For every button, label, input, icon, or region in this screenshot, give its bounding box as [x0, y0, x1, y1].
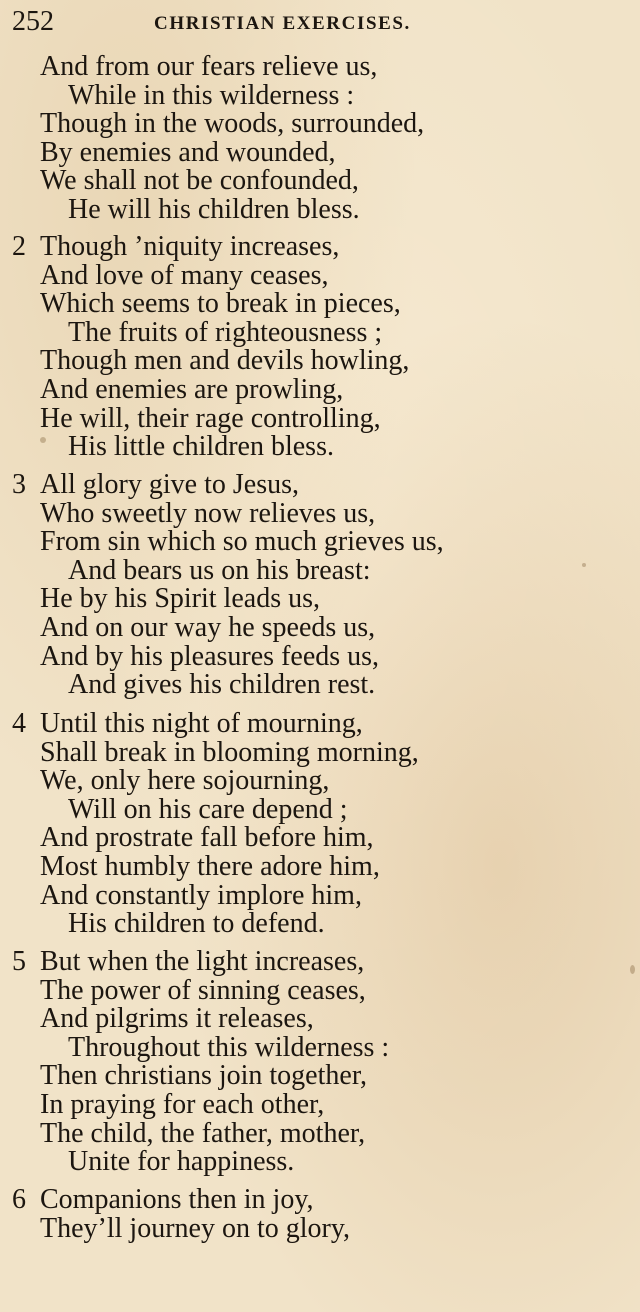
verse-line: All glory give to Jesus, — [40, 469, 299, 500]
verse-line: And enemies are prowling, — [40, 374, 344, 405]
verse-line: And from our fears relieve us, — [40, 51, 378, 82]
verse-line: Though men and devils howling, — [40, 345, 410, 377]
page-number: 252 — [12, 6, 54, 37]
paper-speck — [630, 965, 635, 974]
verse-line: And gives his children rest. — [68, 669, 376, 701]
verse-number: 5 — [12, 946, 26, 977]
verse-line: Who sweetly now relieves us, — [40, 497, 376, 529]
paper-speck — [582, 563, 586, 567]
verse-line: Until this night of mourning, — [40, 708, 363, 739]
verse-line: His children to defend. — [68, 908, 325, 940]
verse-line: Companions then in joy, — [40, 1184, 314, 1215]
verse-line: Shall break in blooming morning, — [40, 736, 419, 768]
verse-line: While in this wilderness : — [68, 79, 355, 111]
verse-line: Unite for happiness. — [68, 1146, 295, 1178]
verse-line: Most humbly there adore him, — [40, 851, 380, 882]
verse-line: But when the light increases, — [40, 946, 365, 977]
page-header — [12, 6, 492, 38]
verse-line: He by his Spirit leads us, — [40, 583, 320, 615]
verse-line: Will on his care depend ; — [68, 793, 348, 825]
verse-line: We, only here sojourning, — [40, 765, 330, 797]
verse-line: Though in the woods, surrounded, — [40, 108, 425, 140]
verse-number: 6 — [12, 1184, 26, 1215]
verse-line: Then christians join together, — [40, 1060, 368, 1092]
verse-line: Though ’niquity increases, — [40, 231, 340, 262]
verse-line: They’ll journey on to glory, — [40, 1212, 351, 1244]
verse-line: He will, their rage controlling, — [40, 402, 381, 434]
verse-line: He will his children bless. — [68, 194, 360, 225]
running-head: CHRISTIAN EXERCISES. — [154, 13, 411, 34]
verse-line: And by his pleasures feeds us, — [40, 640, 380, 672]
verse-line: In praying for each other, — [40, 1089, 325, 1120]
verse-line: The fruits of righteousness ; — [68, 316, 383, 348]
paper-speck — [40, 437, 46, 443]
verse-line: And pilgrims it releases, — [40, 1003, 314, 1035]
verse-line: And love of many ceases, — [40, 259, 329, 291]
verse-line: His little children bless. — [68, 431, 334, 463]
verse-line: And constantly implore him, — [40, 879, 362, 911]
verse-line: The power of sinning ceases, — [40, 974, 366, 1006]
verse-number: 3 — [12, 469, 26, 500]
verse-number: 2 — [12, 231, 26, 262]
verse-number: 4 — [12, 708, 26, 739]
verse-line: Which seems to break in pieces, — [40, 288, 401, 320]
verse-line: From sin which so much grieves us, — [40, 526, 444, 558]
verse-line: And bears us on his breast: — [68, 554, 371, 586]
verse-line: By enemies and wounded, — [40, 136, 336, 168]
verse-line: And on our way he speeds us, — [40, 612, 376, 643]
verse-line: We shall not be confounded, — [40, 165, 359, 197]
verse-line: And prostrate fall before him, — [40, 822, 374, 854]
verse-line: The child, the father, mother, — [40, 1117, 366, 1149]
verse-line: Throughout this wilderness : — [68, 1031, 390, 1063]
